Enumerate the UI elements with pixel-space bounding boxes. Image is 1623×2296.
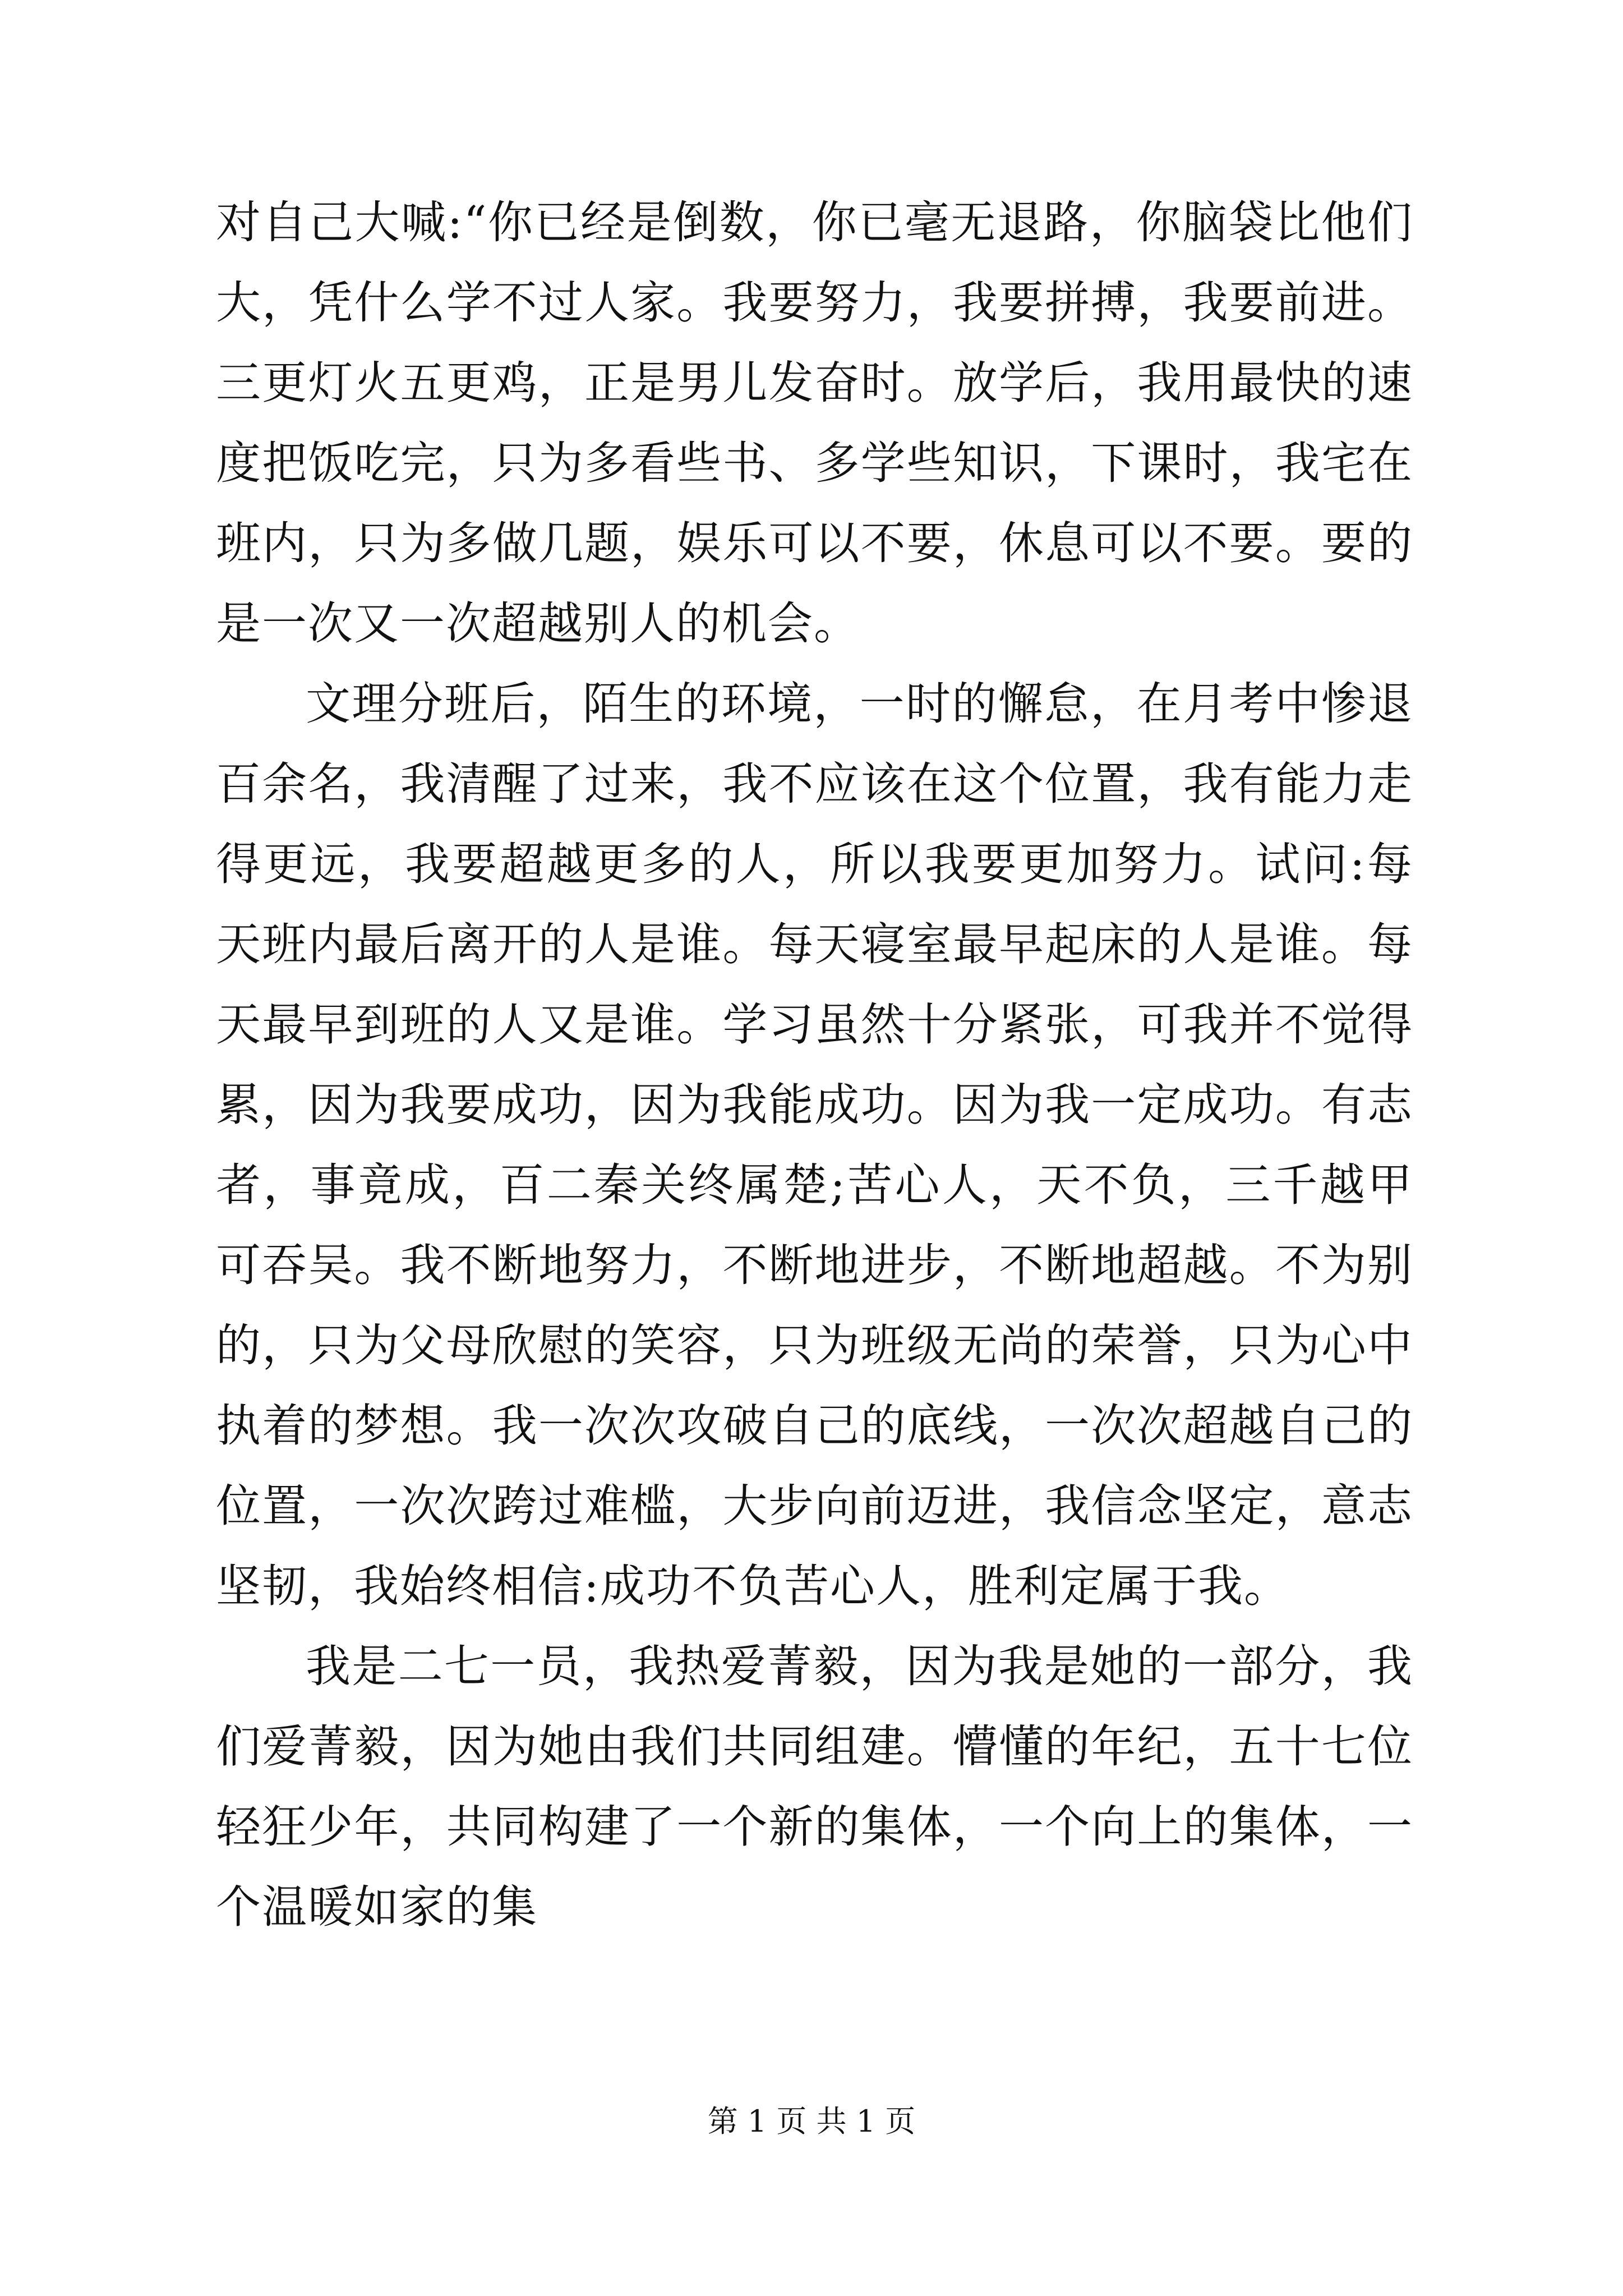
page-number-footer: 第 1 页 共 1 页 [707, 2104, 916, 2139]
paragraph-3: 我是二七一员，我热爱菁毅，因为我是她的一部分，我们爱菁毅，因为她由我们共同组建。懵懂的年纪，五十七位轻狂少年，共同构建了一个新的集体，一个向上的集体，一个温暖如家的集 [216, 1640, 1413, 1933]
document-body [216, 182, 1413, 1947]
paragraph-1: 对自己大喊:“你已经是倒数，你已毫无退路，你脑袋比他们大，凭什么学不过人家。我要努力，我要拼搏，我要前进。三更灯火五更鸡，正是男儿发奋时。放学后，我用最快的速度把饭吃完，只为多看些书、多学些知识，下课时，我宅在班内，只为多做几题，娱乐可以不要，休息可以不要。要的是一次又一次超越别人的机会。 [216, 196, 1413, 650]
paragraph-2: 文理分班后，陌生的环境，一时的懈怠，在月考中惨退百余名，我清醒了过来，我不应该在这个位置，我有能力走得更远，我要超越更多的人，所以我要更加努力。试问:每天班内最后离开的人是谁。每天寝室最早起床的人是谁。每天最早到班的人又是谁。学习虽然十分紧张，可我并不觉得累，因为我要成功，因为我能成功。因为我一定成功。有志者，事竟成，百二秦关终属楚;苦心人，天不负，三千越甲可吞吴。我不断地努力，不断地进步，不断地超越。不为别的，只为父母欣慰的笑容，只为班级无尚的荣誉，只为心中执着的梦想。我一次次攻破自己的底线，一次次超越自己的位置，一次次跨过难槛，大步向前迈进，我信念坚定，意志坚韧，我始终相信:成功不负苦心人，胜利定属于我。 [216, 678, 1413, 1612]
